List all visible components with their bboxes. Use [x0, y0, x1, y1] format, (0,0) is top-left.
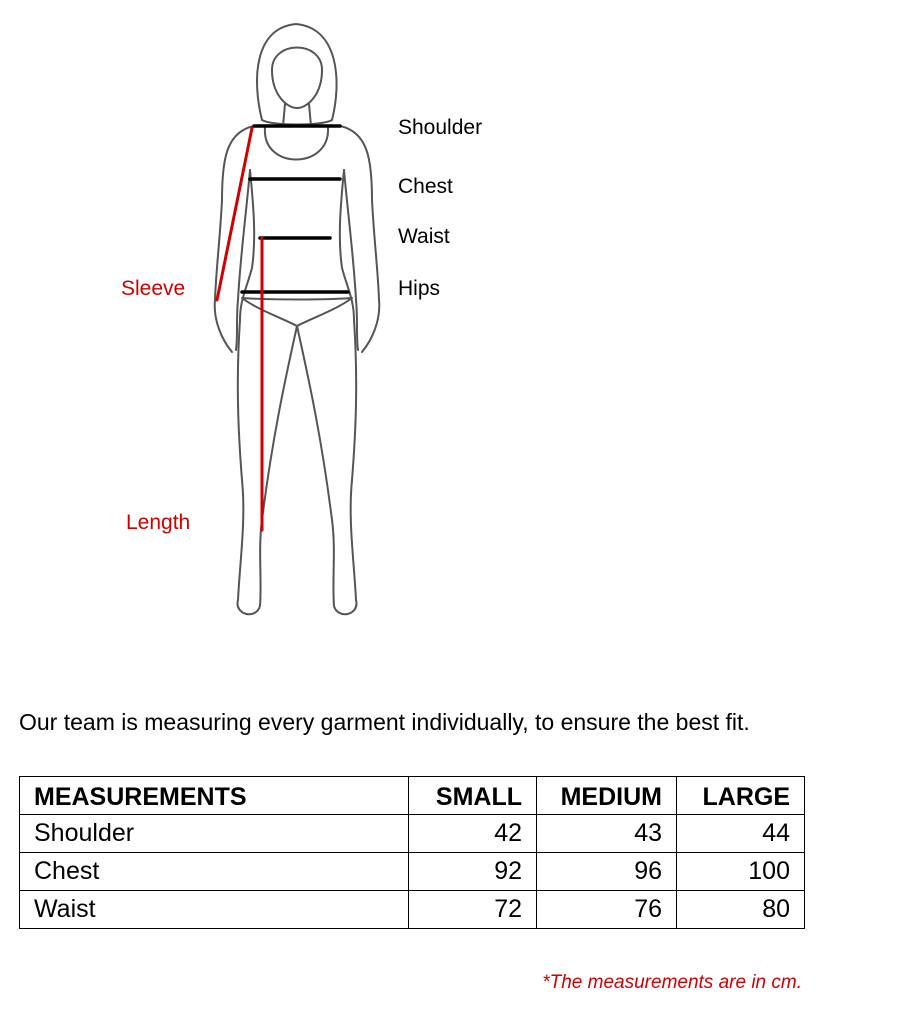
cell-large: 100 — [677, 853, 805, 891]
cell-small: 42 — [409, 815, 537, 853]
cell-medium: 96 — [537, 853, 677, 891]
header-measurements: MEASUREMENTS — [20, 777, 409, 815]
label-length: Length — [126, 511, 191, 534]
cell-large: 80 — [677, 891, 805, 929]
cell-medium: 76 — [537, 891, 677, 929]
row-label: Waist — [20, 891, 409, 929]
label-sleeve: Sleeve — [121, 277, 186, 300]
cell-large: 44 — [677, 815, 805, 853]
label-shoulder: Shoulder — [398, 116, 483, 139]
label-hips: Hips — [398, 277, 441, 300]
table-row — [20, 853, 805, 891]
sleeve-line — [217, 128, 252, 300]
row-label: Chest — [20, 853, 409, 891]
cell-medium: 43 — [537, 815, 677, 853]
label-waist: Waist — [398, 225, 450, 248]
header-large: LARGE — [677, 777, 805, 815]
body-outline — [215, 24, 380, 614]
table-row — [20, 815, 805, 853]
cell-small: 92 — [409, 853, 537, 891]
header-medium: MEDIUM — [537, 777, 677, 815]
header-small: SMALL — [409, 777, 537, 815]
row-label: Shoulder — [20, 815, 409, 853]
table-row — [20, 891, 805, 929]
intro-text: Our team is measuring every garment individually, to ensure the best fit. — [19, 709, 750, 735]
cell-small: 72 — [409, 891, 537, 929]
label-chest: Chest — [398, 175, 453, 198]
measurement-unit-note: *The measurements are in cm. — [542, 972, 802, 993]
measurement-lines — [242, 126, 348, 292]
size-table — [19, 776, 805, 929]
table-header-row — [20, 777, 805, 815]
